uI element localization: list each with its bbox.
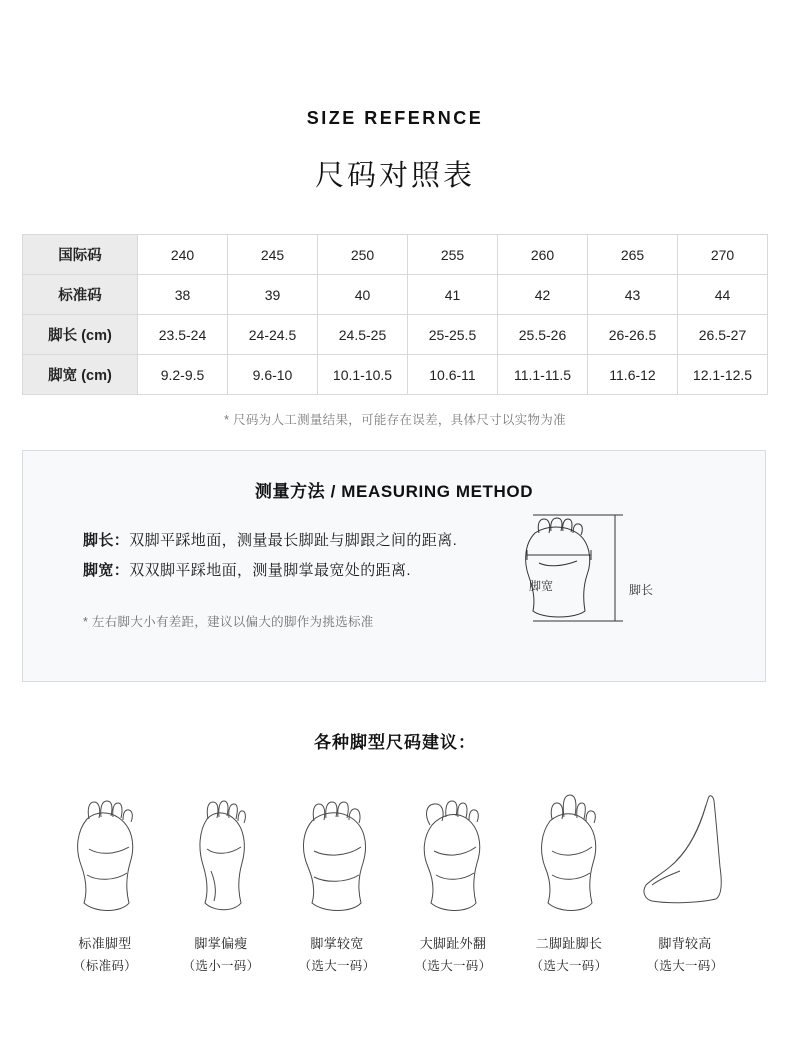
foot-standard-icon bbox=[47, 777, 163, 917]
row-label: 脚长 (cm) bbox=[23, 315, 138, 355]
foot-type-item bbox=[279, 777, 395, 977]
table-cell: 245 bbox=[228, 235, 318, 275]
table-row bbox=[23, 355, 768, 395]
foot-type-advice: （选大一码） bbox=[298, 959, 376, 973]
measuring-method-panel bbox=[22, 450, 766, 682]
table-cell: 11.1-11.5 bbox=[498, 355, 588, 395]
table-cell: 40 bbox=[318, 275, 408, 315]
diagram-length-label: 脚长 bbox=[629, 583, 654, 597]
table-cell: 10.6-11 bbox=[408, 355, 498, 395]
table-cell: 9.2-9.5 bbox=[138, 355, 228, 395]
table-cell: 44 bbox=[678, 275, 768, 315]
foot-type-name: 标准脚型 bbox=[78, 936, 132, 951]
row-label: 脚宽 (cm) bbox=[23, 355, 138, 395]
foot-type-name: 大脚趾外翻 bbox=[419, 936, 487, 951]
size-table-note: * 尺码为人工测量结果，可能存在误差，具体尺寸以实物为准 bbox=[224, 413, 566, 427]
table-cell: 43 bbox=[588, 275, 678, 315]
row-label: 国际码 bbox=[23, 235, 138, 275]
foot-type-caption bbox=[511, 933, 627, 977]
table-cell: 25-25.5 bbox=[408, 315, 498, 355]
foot-type-name: 脚掌偏瘦 bbox=[194, 936, 248, 951]
foot-type-name: 二脚趾脚长 bbox=[535, 936, 603, 951]
table-cell: 265 bbox=[588, 235, 678, 275]
foot-type-advice: （选小一码） bbox=[182, 959, 260, 973]
size-table-section bbox=[22, 234, 768, 428]
table-cell: 10.1-10.5 bbox=[318, 355, 408, 395]
foot-type-name: 脚掌较宽 bbox=[310, 936, 364, 951]
table-cell: 12.1-12.5 bbox=[678, 355, 768, 395]
table-cell: 255 bbox=[408, 235, 498, 275]
measure-width-label: 脚宽： bbox=[83, 562, 130, 579]
table-cell: 260 bbox=[498, 235, 588, 275]
foot-high-instep-icon bbox=[627, 777, 743, 917]
table-cell: 270 bbox=[678, 235, 768, 275]
diagram-width-label: 脚宽 bbox=[529, 579, 554, 593]
row-label: 标准码 bbox=[23, 275, 138, 315]
foot-types-grid bbox=[0, 777, 790, 977]
table-cell: 42 bbox=[498, 275, 588, 315]
foot-type-advice: （标准码） bbox=[72, 959, 137, 973]
foot-type-item bbox=[395, 777, 511, 977]
measuring-method-note: * 左右脚大小有差距，建议以偏大的脚作为挑选标准 bbox=[83, 615, 374, 629]
foot-type-caption bbox=[627, 933, 743, 977]
measure-length-text: 双脚平踩地面，测量最长脚趾与脚跟之间的距离. bbox=[129, 532, 458, 549]
table-cell: 240 bbox=[138, 235, 228, 275]
foot-type-caption bbox=[279, 933, 395, 977]
page-header bbox=[0, 0, 790, 194]
table-cell: 9.6-10 bbox=[228, 355, 318, 395]
measure-length-label: 脚长： bbox=[83, 532, 130, 549]
table-row bbox=[23, 275, 768, 315]
page-title-en: SIZE REFERNCE bbox=[306, 108, 484, 128]
table-cell: 39 bbox=[228, 275, 318, 315]
foot-type-item bbox=[627, 777, 743, 977]
foot-long-second-toe-icon bbox=[511, 777, 627, 917]
foot-type-caption bbox=[395, 933, 511, 977]
foot-measurement-diagram bbox=[503, 503, 683, 633]
foot-type-item bbox=[47, 777, 163, 977]
foot-type-caption bbox=[47, 933, 163, 977]
table-cell: 23.5-24 bbox=[138, 315, 228, 355]
table-cell: 250 bbox=[318, 235, 408, 275]
foot-type-item bbox=[511, 777, 627, 977]
measuring-method-title: 测量方法 / MEASURING METHOD bbox=[254, 482, 534, 501]
table-cell: 25.5-26 bbox=[498, 315, 588, 355]
table-cell: 24.5-25 bbox=[318, 315, 408, 355]
table-row bbox=[23, 235, 768, 275]
foot-type-name: 脚背较高 bbox=[658, 936, 712, 951]
foot-type-advice: （选大一码） bbox=[414, 959, 492, 973]
foot-type-advice: （选大一码） bbox=[646, 959, 724, 973]
table-row bbox=[23, 315, 768, 355]
foot-bunion-icon bbox=[395, 777, 511, 917]
table-cell: 24-24.5 bbox=[228, 315, 318, 355]
foot-wide-icon bbox=[279, 777, 395, 917]
foot-type-advice: （选大一码） bbox=[530, 959, 608, 973]
size-reference-table bbox=[22, 234, 768, 395]
measure-width-text: 双双脚平踩地面，测量脚掌最宽处的距离. bbox=[129, 562, 411, 579]
foot-diagram-icon bbox=[503, 503, 683, 633]
table-cell: 26.5-27 bbox=[678, 315, 768, 355]
page-title-cn: 尺码对照表 bbox=[314, 160, 475, 192]
table-cell: 38 bbox=[138, 275, 228, 315]
foot-type-item bbox=[163, 777, 279, 977]
table-cell: 11.6-12 bbox=[588, 355, 678, 395]
foot-narrow-icon bbox=[163, 777, 279, 917]
foot-types-title: 各种脚型尺码建议： bbox=[314, 733, 476, 752]
table-cell: 26-26.5 bbox=[588, 315, 678, 355]
foot-type-caption bbox=[163, 933, 279, 977]
table-cell: 41 bbox=[408, 275, 498, 315]
